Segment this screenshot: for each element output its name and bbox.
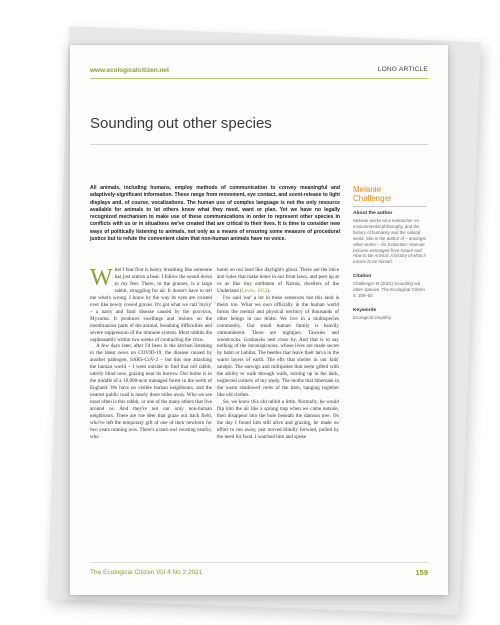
title-divider (90, 144, 428, 145)
about-heading: About the author (353, 211, 393, 216)
article-title: Sounding out other species (90, 115, 272, 132)
footer-divider (90, 562, 428, 563)
page-number: 159 (415, 568, 428, 577)
journal-footer: The Ecological Citizen Vol 4 No 2 2021 (90, 569, 203, 576)
citation-heading: Citation (353, 274, 372, 280)
paragraph-text: hunts on our land like daylight's ghost. There are the mice and voles that make holes in our front lawn, and peer up at us as like tiny earthmen of Narnia, dwellers of the Underland ( (217, 267, 339, 294)
drop-cap: W (90, 265, 113, 291)
article-abstract: All animals, including humans, employ methods of communication to convey meaningful and adaptively-significant information. These range from movement, eye contact, and scent-release to light displays and, of course, vocalizations. The human use of complex language is not the only resource available for animals to let others know what they need, want or plan. Yet we have no legally recognized mechanism to make use of these communications in order to represent other species in conflicts with us or in situations we've created that are critical to their lives. It is time to consider new ways of politically listening to animals, not only as a means of ensuring some measure of procedural justice but to refute the convenient claim that non-human animals have no voice. (90, 185, 340, 243)
website-url[interactable]: www.ecologicalcitizen.net (90, 67, 169, 74)
paragraph-text: ). (267, 287, 271, 294)
book-title: On Extinction: How we became estranged from nature (353, 241, 425, 253)
book-title: How to Be Animal: A history of what it means to be human. (353, 253, 426, 265)
author-last-name: Challenger (353, 194, 392, 203)
body-column-2 (217, 267, 339, 441)
citation-text: Challenger M (2021) Sounding out other species. The Ecological Citizen 4: 159–62. (353, 281, 425, 299)
body-paragraph: A few days later, after I'd been in the kitchen listening to the latest news on COVID-19, the disease caused by another pathogen, SARS-CoV-2 – but this one attacking the human world – I went outside to find that old rabbit, utterly blind now, grazing near its burrow. Our home is in the middle of a 10,000-acre managed forest in the north of England. We have no visible human neighbours, and the nearest public road is nearly three miles away. Who we see most often is this rabbit, or one of the many others that live around us. And they're not our only non-human neighbours. There are roe deer that graze our back field, who've left the temporary gift of one of their newborn for two years running now. There's a barn owl roosting nearby, who (90, 343, 212, 440)
author-first-name: Melanie (353, 185, 382, 194)
article-page (70, 45, 448, 595)
body-paragraph (90, 267, 212, 343)
body-paragraph: So, we knew this old rabbit a little. Normally, he would flip into the air like a sprung trap when we came outside, then disappear into the hole beneath the damson tree. On the day I found him still alive and grazing, he made no effort to run away, just moved blindly forward, pulled by the need for food. I watched him and spoke (217, 399, 339, 440)
article-type-label: LONG ARTICLE (377, 66, 428, 73)
keywords-text: Ecological empathy (353, 314, 392, 320)
about-text-part: and (413, 247, 422, 253)
paragraph-text: hat I fear first is heavy breathing like someone has just outrun a bear. I follow the sound down to my feet. There, in the grasses, is a large rabbit, struggling for air. It doesn't have to tell me what's wrong. I know by the way its eyes are crusted over like newly cowed graves. It's got what we call 'myxy' – a nasty and fatal disease caused by the poxvirus, Myxoma. It produces swellings and lesions on the membranous parts of the animal, breathing difficulties and severe suppression of the immune system. Most rabbits die unpleasantly within two weeks of contracting the virus. (90, 267, 212, 343)
header-divider (90, 78, 428, 79)
author-divider (353, 206, 427, 207)
author-sidebar (353, 185, 427, 321)
keywords-heading: Keywords (353, 307, 377, 313)
body-paragraph: I've said 'our' a lot in these sentences but this land is theirs too. What we own officially in the human world forms the mental and physical territory of thousands of other beings in our midst. We live in a multispecies community. Our small human family is heavily outnumbered. There are nightjars. Tawnies and woodcocks. Goshawks nest close by. And that is to say nothing of the inconspicuous, whose lives are made secret by habit or habitat. The beetles that leave their larva in the warm layers of earth. The efts that shelter in our kids' sandpit. The earwigs and millipedes that seem gifted with the ability to walk through walls, turning up in the dark, neglected corners of my study. The moths that hibernate in the warm shadowed vents of the barn, hanging together like old clothes. (217, 294, 339, 399)
body-column-1 (90, 267, 212, 441)
body-paragraph (217, 267, 339, 295)
about-text (353, 218, 427, 265)
about-text-part: Melanie works as a researcher on environmental philosophy, and the history of humanity and the natural world. She is the author of – amongst other works – (353, 218, 426, 247)
citation-link[interactable]: Lewis, 1953 (241, 287, 268, 294)
